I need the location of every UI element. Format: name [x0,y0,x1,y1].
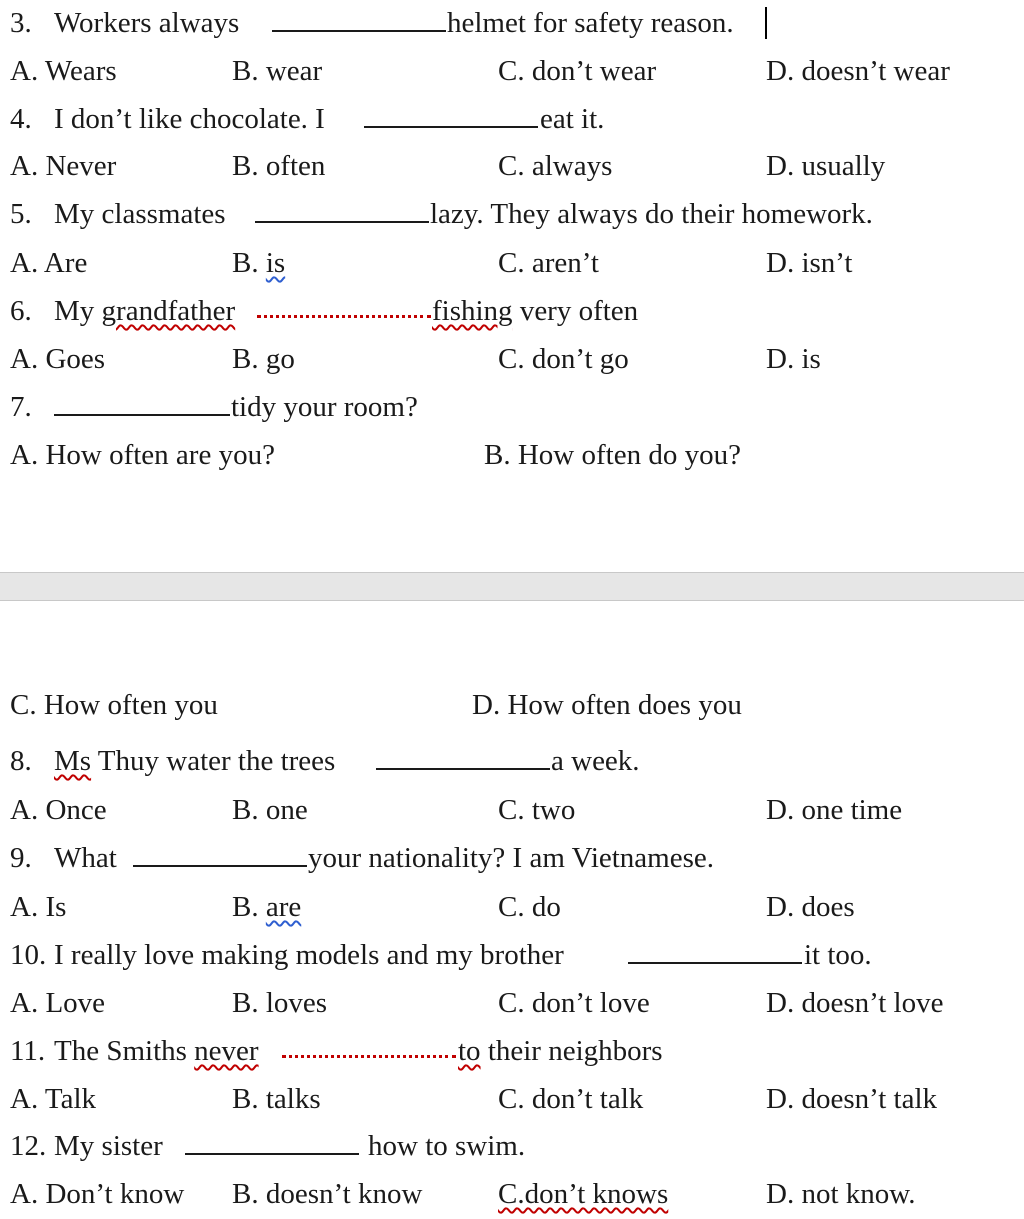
grammar-flagged-word: is [265,247,286,279]
option-a[interactable]: A. Love [10,987,106,1019]
question-text-after: tidy your room? [231,391,418,423]
question-4 [0,99,1024,139]
option-d[interactable]: D. one time [766,794,903,826]
question-text-after: your nationality? I am Vietnamese. [308,842,715,874]
text-run: The Smiths [54,1035,195,1067]
answer-blank [272,30,446,32]
question-5-options [0,243,1024,283]
answer-blank [364,126,538,128]
spell-flagged-word: fishing [432,295,513,327]
question-text-before [54,741,335,781]
option-a[interactable]: A. Is [10,891,67,923]
text-cursor [765,7,767,39]
option-c[interactable]: C. don’t talk [498,1083,644,1115]
option-b[interactable]: B. doesn’t know [232,1178,423,1210]
question-text-before: My sister [54,1130,163,1162]
option-c[interactable]: C. aren’t [498,247,599,279]
option-b[interactable]: B. often [232,150,326,182]
answer-blank-dotted [282,1055,456,1058]
option-a[interactable]: A. Don’t know [10,1178,185,1210]
question-12-options [0,1174,1024,1214]
option-d[interactable]: D. not know. [766,1178,916,1210]
option-d[interactable]: D. How often does you [472,689,742,721]
option-d[interactable]: D. usually [766,150,886,182]
option-b[interactable]: B. loves [232,987,328,1019]
question-8 [0,741,1024,781]
spell-flagged-word: never [194,1035,259,1067]
question-3-options [0,51,1024,91]
text-run: My [54,295,102,327]
option-a[interactable]: A. Once [10,794,107,826]
option-a[interactable]: A. Talk [10,1083,97,1115]
answer-blank [628,962,802,964]
question-text-before: What [54,842,117,874]
question-number: 6. [10,295,32,327]
option-c[interactable]: C. do [498,891,561,923]
option-c[interactable]: C. don’t love [498,987,650,1019]
question-11 [0,1031,1024,1071]
option-a[interactable]: A. Wears [10,55,117,87]
answer-blank [185,1153,359,1155]
question-text-before: I really love making models and my brother [54,939,564,971]
answer-blank-dotted [257,315,431,318]
question-11-options [0,1079,1024,1119]
document-page-2 [0,601,1024,1219]
question-text-before: Workers always [54,7,240,39]
option-d[interactable]: D. doesn’t talk [766,1083,938,1115]
question-text-after: lazy. They always do their homework. [430,198,873,230]
question-text-after: how to swim. [368,1130,526,1162]
option-a[interactable]: A. Goes [10,343,106,375]
question-number: 11. [10,1035,46,1067]
question-text-after [432,291,638,331]
option-d[interactable]: D. isn’t [766,247,853,279]
grammar-flagged-word: are [265,891,302,923]
option-a[interactable]: A. Are [10,247,88,279]
option-a[interactable]: A. How often are you? [10,439,275,471]
option-b[interactable]: B. wear [232,55,323,87]
option-c[interactable]: C. always [498,150,613,182]
question-text-before: I don’t like chocolate. I [54,103,325,135]
answer-blank [133,865,307,867]
answer-blank [255,221,429,223]
question-text-before [54,291,235,331]
option-c[interactable]: C. How often you [10,689,218,721]
question-number: 10. [10,939,47,971]
spell-flagged-word: Ms [54,745,92,777]
option-d[interactable]: D. is [766,343,821,375]
option-c[interactable]: C. don’t go [498,343,629,375]
option-d[interactable]: D. doesn’t love [766,987,944,1019]
question-text-before [54,1031,259,1071]
question-7-options-ab [0,435,1024,475]
question-10 [0,935,1024,975]
option-b[interactable] [232,887,301,927]
question-12 [0,1126,1024,1166]
option-c[interactable]: C.don’t knows [498,1178,669,1210]
question-10-options [0,983,1024,1023]
option-d[interactable]: D. doesn’t wear [766,55,950,87]
question-6 [0,291,1024,331]
question-3 [0,3,1024,43]
answer-blank [376,768,550,770]
question-8-options [0,790,1024,830]
option-letter: B. [232,891,266,923]
question-9-options [0,887,1024,927]
text-run: very often [512,295,639,327]
option-d[interactable]: D. does [766,891,855,923]
spell-flagged-word: grandfather [101,295,236,327]
question-number: 8. [10,745,32,777]
text-run: their neighbors [480,1035,663,1067]
spell-flagged-word: to [458,1035,481,1067]
question-6-options [0,339,1024,379]
option-b[interactable]: B. talks [232,1083,321,1115]
text-run: Thuy water the trees [91,745,336,777]
question-number: 4. [10,103,32,135]
option-letter: B. [232,247,266,279]
page-break-gap [0,572,1024,601]
option-b[interactable]: B. How often do you? [484,439,741,471]
question-number: 9. [10,842,32,874]
question-number: 5. [10,198,32,230]
option-b[interactable]: B. go [232,343,295,375]
question-4-options [0,146,1024,186]
question-text-after: it too. [804,939,872,971]
question-7 [0,387,1024,427]
option-b[interactable] [232,243,285,283]
option-a[interactable]: A. Never [10,150,117,182]
question-number: 7. [10,391,32,423]
question-text-after: a week. [551,745,640,777]
document-page-1 [0,0,1024,572]
question-5 [0,194,1024,234]
question-text-after: helmet for safety reason. [447,7,734,39]
option-c[interactable]: C. two [498,794,576,826]
question-text-after [458,1031,663,1071]
answer-blank [54,414,230,416]
option-c[interactable]: C. don’t wear [498,55,657,87]
question-number: 3. [10,7,32,39]
question-9 [0,838,1024,878]
question-7-options-cd [0,685,1024,725]
option-b[interactable]: B. one [232,794,308,826]
question-text-before: My classmates [54,198,226,230]
question-number: 12. [10,1130,47,1162]
question-text-after: eat it. [540,103,605,135]
